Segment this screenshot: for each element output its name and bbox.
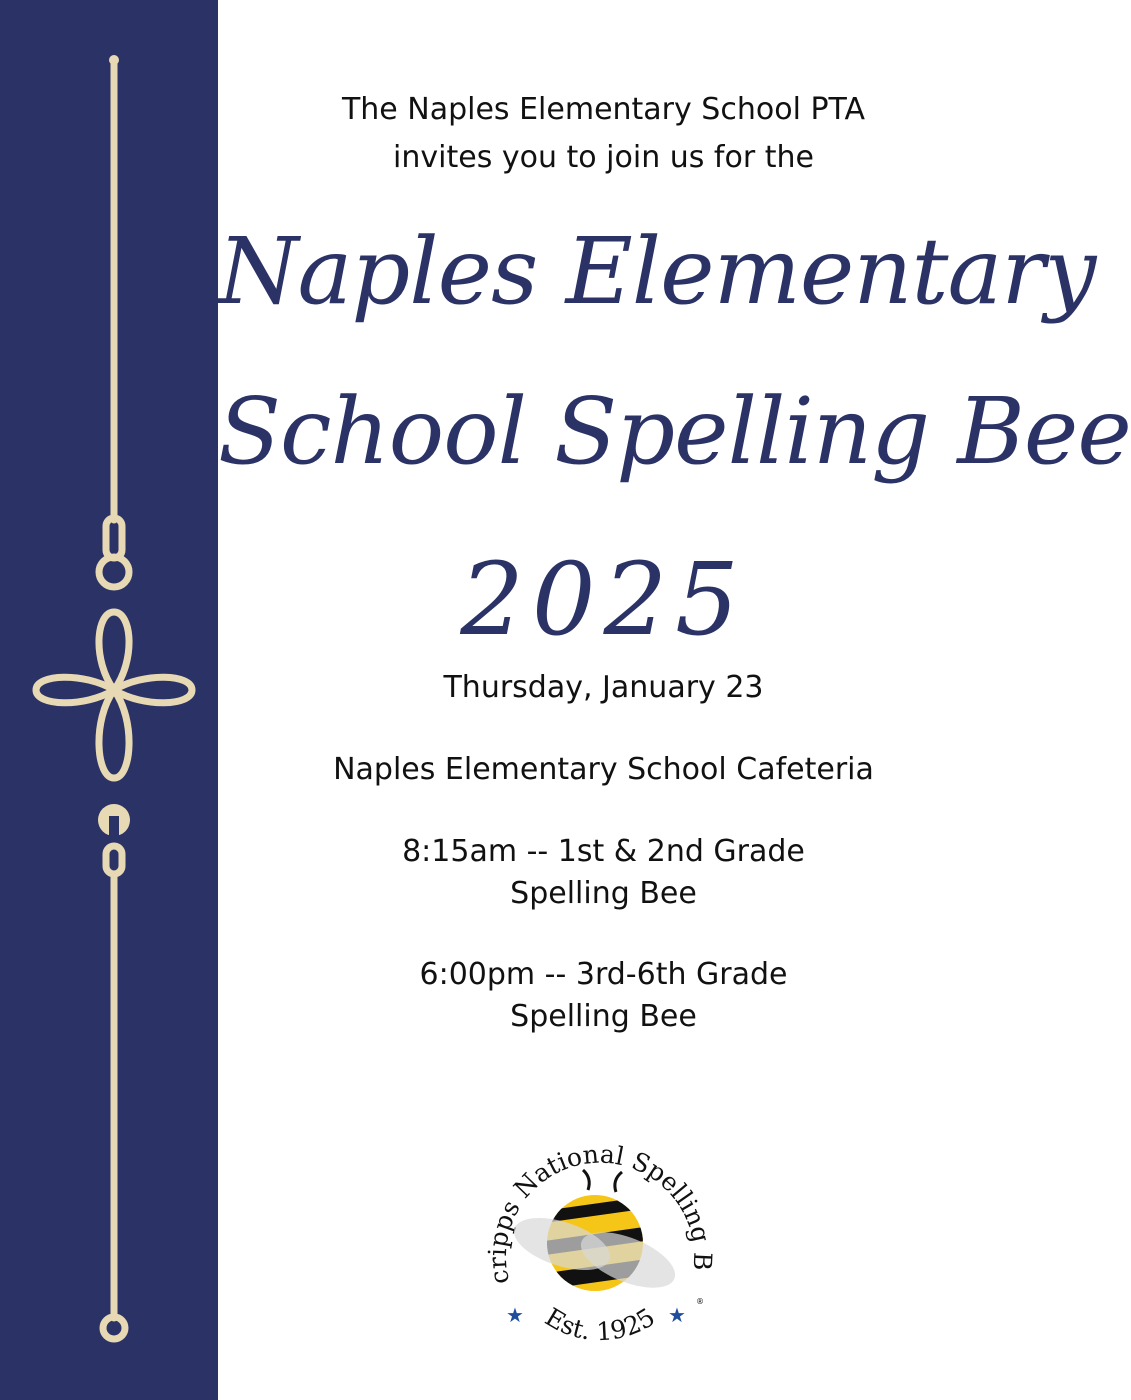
ornament-petal-right: [114, 677, 192, 703]
left-sidebar-band: [0, 0, 218, 1400]
ornament-decoration: [0, 0, 218, 1400]
ornament-bottom-ring: [103, 1317, 125, 1339]
intro-line-1: The Naples Elementary School PTA: [341, 92, 866, 127]
ornament-top-cap: [109, 55, 119, 65]
event-location: Naples Elementary School Cafeteria: [333, 752, 874, 787]
ornament-top-link: [106, 518, 122, 558]
logo-established-text: Est. 1925: [540, 1302, 660, 1347]
ornament-petal-top: [99, 612, 129, 690]
scripps-logo: [470, 1108, 730, 1368]
intro-line-2: invites you to join us for the: [393, 140, 814, 175]
ornament-bottom-link: [106, 846, 122, 874]
event-title-line-1: Naples Elementary: [218, 218, 1096, 325]
registered-mark: ®: [696, 1297, 704, 1306]
schedule-item-1-label: Spelling Bee: [510, 876, 697, 911]
event-year: 2025: [460, 541, 747, 658]
ornament-petal-left: [36, 677, 114, 703]
event-date: Thursday, January 23: [443, 670, 764, 705]
schedule-item-2-label: Spelling Bee: [510, 999, 697, 1034]
schedule-item-2-time: 6:00pm -- 3rd-6th Grade: [419, 957, 788, 992]
ornament-petal-bottom: [99, 690, 129, 778]
event-title-line-2: School Spelling Bee: [218, 378, 1131, 485]
schedule-item-1-time: 8:15am -- 1st & 2nd Grade: [402, 834, 805, 869]
ornament-bead-notch: [109, 816, 119, 840]
star-icon-left: ★: [506, 1303, 524, 1327]
scripps-logo-graphic: [470, 1108, 730, 1368]
logo-arc-text: cripps National Spelling B: [482, 1139, 718, 1287]
star-icon-right: ★: [668, 1303, 686, 1327]
